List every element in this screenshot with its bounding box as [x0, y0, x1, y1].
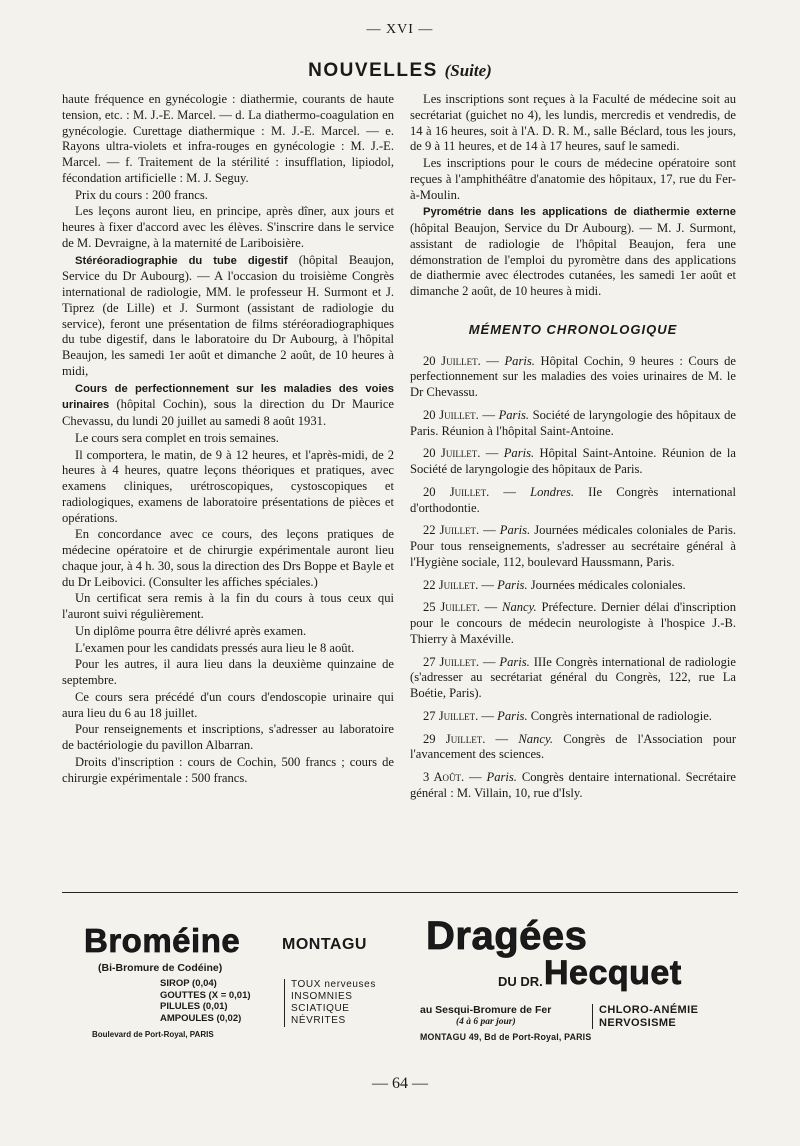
ad-brand: Dragées — [426, 914, 588, 958]
paragraph: En concordance avec ce cours, des leçons pratiques de médecine opératoire et de chirurgie expérimentale auront lieu chaque jour, à 4 h. 30, sous la direction des Drs Boppe et Bayle et du Dr Leibovici. (Consulter les affiches spéciales.) — [62, 527, 394, 589]
right-column — [410, 92, 736, 809]
memento-entry: 27 Juillet. — Paris. Congrès international de radiologie. — [423, 708, 712, 723]
entry-text: Hôpital Cochin, 9 heures : Cours de perfectionnement sur les maladies des voies urinaires de M. le Dr Chevassu. — [410, 353, 736, 399]
ad-form-item: PILULES (0,01) — [160, 1001, 228, 1012]
entry-text: IIIe Congrès international de radiologie (s'adresser au secrétariat général du Congrès, 122, rue La Boétie, Paris). — [410, 654, 736, 700]
ad-address: MONTAGU 49, Bd de Port-Royal, PARIS — [420, 1032, 592, 1042]
memento-entry: 3 Août. — Paris. Congrès dentaire international. Secrétaire général : M. Villain, 10, rue d'Isly. — [410, 770, 737, 800]
entry-city: Paris. — [504, 353, 535, 368]
paragraph — [410, 204, 736, 300]
paragraph-heading: Cours de perfectionnement sur les maladies des voies urinaires — [62, 382, 394, 412]
memento-entry: 20 Juillet. — Paris. Société de laryngologie des hôpitaux de Paris. Réunion à l'hôpital Saint-Antoine. — [410, 407, 737, 438]
ad-address: Boulevard de Port-Royal, PARIS — [92, 1030, 214, 1039]
entry-text: Journées médicales coloniales de Paris. Pour tous renseignements, s'adresser au secrétaire général à l'Hygiène sociale, 112, boulevard Haussmann, Paris. — [410, 523, 737, 569]
paragraph: Un certificat sera remis à la fin du cours à tous ceux qui l'auront suivi régulièrement. — [62, 591, 394, 621]
paragraph: Les inscriptions pour le cours de médecine opératoire sont reçues à l'amphithéâtre d'anatomie des hôpitaux, 17, rue du Fer-à-Moulin. — [410, 156, 736, 202]
entry-city: Paris. — [499, 523, 531, 538]
ad-indications — [592, 1004, 698, 1029]
entry-text: Journées médicales coloniales. — [530, 577, 686, 592]
entry-text: Congrès de l'Association pour l'avancement des sciences. — [410, 731, 737, 762]
ad-indications — [284, 979, 376, 1027]
paragraph-text: (hôpital Beaujon, Service du Dr Aubourg). — A l'occasion du troisième Congrès international de radiologie, MM. le professeur H. Surmont et J. Tiprez (de Lille) et J. Surmont (assistant de radiologie du service), feront une présentation de films stéréoradiographiques du tube digestif, dans le laboratoire du Dr Aubourg, à l'hôpital Beaujon, les samedi 1er août et dimanche 2 août, de 10 heures à midi, — [62, 252, 395, 378]
entry-date: 20 Juillet. — [423, 484, 490, 499]
memento-entry: 25 Juillet. — Nancy. Préfecture. Dernier délai d'inscription pour le concours de médecin neurologiste à l'hospice J.-B. Thierry à Maxéville. — [410, 600, 737, 646]
paragraph-heading: Stéréoradiographie du tube digestif — [75, 254, 288, 267]
paragraph: Pour renseignements et inscriptions, s'adresser au laboratoire de bactériologie du pavillon Albarran. — [62, 722, 394, 752]
section-title — [0, 60, 800, 82]
paragraph: Les inscriptions sont reçues à la Faculté de médecine soit au secrétariat (guichet no 4), les lundis, mercredis et vendredis, de 14 à 16 heures, soit à l'A. D. R. M., salle Béclard, tous les jours, de 9 à 11 heures, et de 14 à 17 heures, sauf le samedi. — [410, 92, 736, 154]
ad-form-item: AMPOULES (0,02) — [160, 1012, 242, 1024]
entry-text: IIe Congrès international d'orthodontie. — [410, 484, 736, 515]
ad-indication: TOUX nerveuses — [291, 979, 376, 990]
paragraph: L'examen pour les candidats pressés aura lieu le 8 août. — [75, 640, 355, 655]
advertisement-bromeine — [84, 910, 396, 1045]
paragraph: Il comportera, le matin, de 9 à 12 heures, et l'après-midi, de 2 heures à 4 heures, quatre leçons théoriques et pratiques, avec examens cliniques, urétroscopiques, cystoscopiques et radiologiques, examens de laboratoire présentations de pièces et opérations. — [62, 447, 394, 525]
paragraph: Les leçons auront lieu, en principe, après dîner, aux jours et heures à fixer d'accord avec les élèves. S'inscrire dans le service de M. Devraigne, à la maternité de Lariboisière. — [62, 204, 394, 250]
paragraph-text: (hôpital Beaujon, Service du Dr Aubourg). — M. J. Surmont, assistant de radiologie de l'hôpital Beaujon, fera une démonstration de l'emploi du pyromètre dans des applications de diathermie avec électrodes cutanées, les samedi 1er août et dimanche 2 août, de 10 heures à midi. — [410, 221, 736, 298]
memento-entry: 27 Juillet. — Paris. IIIe Congrès international de radiologie (s'adresser au secrétariat général du Congrès, 122, rue La Boétie, Paris). — [410, 654, 736, 700]
ad-name: Hecquet — [544, 954, 682, 992]
memento-entry: 20 Juillet. — Londres. IIe Congrès international d'orthodontie. — [410, 484, 736, 515]
entry-city: Paris. — [486, 770, 517, 784]
ad-indication: SCIATIQUE — [291, 1003, 350, 1014]
entry-text: Congrès dentaire international. Secrétaire général : M. Villain, 10, rue d'Isly. — [410, 770, 737, 800]
entry-city: Paris. — [503, 446, 535, 461]
entry-date: 20 Juillet. — [423, 353, 481, 368]
entry-city: Paris. — [499, 654, 530, 669]
ad-indication: NERVOSISME — [599, 1016, 677, 1029]
entry-date: 27 Juillet. — [423, 708, 479, 723]
paragraph: Un diplôme pourra être délivré après examen. — [75, 623, 307, 638]
memento-title: MÉMENTO CHRONOLOGIQUE — [468, 321, 678, 337]
paragraph: Pour les autres, il aura lieu dans la deuxième quinzaine de septembre. — [62, 657, 394, 687]
entry-city: Paris. — [497, 708, 528, 723]
entry-date: 29 Juillet. — [423, 731, 486, 746]
paragraph: haute fréquence en gynécologie : diathermie, courants de haute tension, etc. : M. J.-E. Marcel. — d. La diathermo-coagulation en gynécologie. Curettage diathermique : M. J.-E. Marcel. — e. Rayons ultra-violets et infra-rouges en gynécologie : M. J.-E. Marcel. — f. Traitement de la stérilité : insufflation, lipiodol, fécondation artificielle : M. J. Seguy. — [62, 92, 394, 185]
entry-date: 22 Juillet. — [423, 523, 480, 538]
entry-text: Société de laryngologie des hôpitaux de Paris. Réunion à l'hôpital Saint-Antoine. — [410, 407, 737, 438]
paragraph-heading: Pyrométrie dans les applications de diathermie externe — [423, 206, 736, 219]
memento-entry: 20 Juillet. — Paris. Hôpital Saint-Antoine. Réunion de la Société de laryngologie des hôpitaux de Paris. — [410, 446, 737, 476]
entry-text: Préfecture. Dernier délai d'inscription pour le concours de médecin neurologiste à l'hospice J.-B. Thierry à Maxéville. — [410, 600, 737, 646]
entry-city: Paris. — [498, 407, 530, 422]
ad-dose: (4 à 6 par jour) — [456, 1017, 516, 1027]
ad-indication: NÉVRITES — [291, 1015, 346, 1026]
entry-city: Nancy. — [502, 600, 537, 615]
entry-text: Hôpital Saint-Antoine. Réunion de la Société de laryngologie des hôpitaux de Paris. — [410, 446, 737, 476]
ad-du-dr: DU DR. — [498, 974, 543, 989]
ad-maker: MONTAGU — [282, 936, 367, 953]
divider — [62, 892, 738, 893]
section-title-suite: (Suite) — [444, 61, 492, 80]
ad-brand: Broméine — [84, 922, 241, 959]
entry-date: 20 Juillet. — [423, 446, 481, 461]
paragraph: Droits d'inscription : cours de Cochin, 500 francs ; cours de chirurgie expérimentale : 500 francs. — [62, 754, 394, 785]
memento-entry: 22 Juillet. — Paris. Journées médicales coloniales de Paris. Pour tous renseignements, s'adresser au secrétaire général à l'Hygiène sociale, 112, boulevard Haussmann, Paris. — [410, 523, 737, 569]
entry-city: Nancy. — [518, 731, 553, 746]
entry-text: Congrès international de radiologie. — [530, 708, 712, 723]
entry-date: 25 Juillet. — [423, 600, 480, 615]
entry-date: 20 Juillet. — [423, 407, 479, 422]
ad-indication: CHLORO-ANÉMIE — [599, 1004, 699, 1016]
page-number: — 64 — — [372, 1075, 428, 1092]
ad-form-item: GOUTTES (X = 0,01) — [160, 989, 251, 1001]
memento-entry: 29 Juillet. — Nancy. Congrès de l'Association pour l'avancement des sciences. — [410, 731, 737, 762]
paragraph — [62, 253, 394, 380]
ad-indication: INSOMNIES — [291, 991, 353, 1002]
ad-forms — [160, 978, 251, 1024]
entry-city: Londres. — [530, 484, 575, 499]
ad-form-item: SIROP (0,04) — [160, 978, 217, 989]
entry-city: Paris. — [497, 577, 528, 592]
section-title-text: NOUVELLES — [308, 60, 438, 81]
paragraph: Prix du cours : 200 francs. — [75, 187, 208, 202]
ad-subtitle: (Bi-Bromure de Codéine) — [98, 962, 223, 974]
paragraph: Ce cours sera précédé d'un cours d'endoscopie urinaire qui aura lieu du 6 au 18 juillet. — [62, 689, 394, 720]
paragraph-text: (hôpital Cochin), sous la direction du Dr Maurice Chevassu, du lundi 20 juillet au samedi 8 août 1931. — [62, 397, 394, 428]
memento-entry: 20 Juillet. — Paris. Hôpital Cochin, 9 heures : Cours de perfectionnement sur les maladies des voies urinaires de M. le Dr Chevassu. — [410, 353, 736, 399]
paragraph — [62, 381, 394, 430]
entry-date: 3 Août. — [423, 770, 465, 784]
paragraph: Le cours sera complet en trois semaines. — [75, 430, 279, 445]
memento-entry: 22 Juillet. — Paris. Journées médicales coloniales. — [423, 577, 686, 592]
advertisement-hecquet — [420, 910, 750, 1045]
left-column — [62, 92, 394, 787]
memento-list — [410, 354, 736, 802]
ad-composition: au Sesqui-Bromure de Fer — [420, 1004, 552, 1016]
folio-header: — XVI — — [366, 22, 434, 37]
entry-date: 22 Juillet. — [423, 577, 479, 592]
entry-date: 27 Juillet. — [423, 654, 480, 669]
